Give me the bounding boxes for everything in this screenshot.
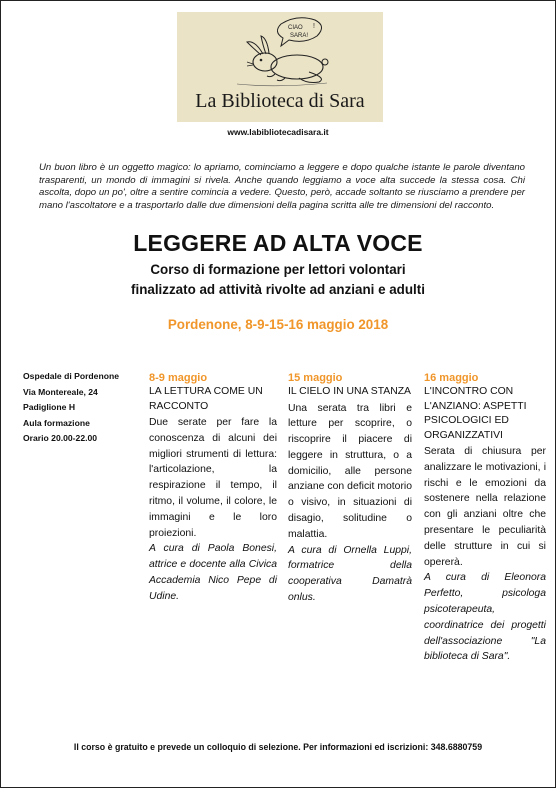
session-column-1 [149, 371, 277, 605]
intro-paragraph: Un buon libro è un oggetto magico: lo apriamo, cominciamo a leggere e dopo qualche istante le parole diventano trasparenti, un mondo di immagini si rivela. Anche quando leggiamo a voce alta succede la stessa cosa. Chi ascolta, dopo un po', oltre a sentire comincia a vedere. Questo, però, accade soltanto se riusciamo a prendere per mano l'ascoltatore e a trasportarlo dalle due dimensioni della pagina scritta alle tre dimensioni del racconto. [39, 162, 525, 211]
session-title: L'INCONTRO CON L'ANZIANO: ASPETTI PSICOLOGICI ED ORGANIZZATIVI [424, 386, 527, 441]
session-date: 16 maggio [424, 372, 479, 384]
venue-room: Aula formazione [23, 417, 90, 428]
session-description: Una serata tra libri e letture per scoprire, o riscoprire il piacere di leggere in struttura, o a domicilio, alle persone anziane con deficit motorio o visivo, in situazioni di disagio, solitudine o malattia. [288, 402, 412, 540]
rabbit-illustration-icon [177, 12, 383, 90]
subtitle-line-2: finalizzato ad attività rivolte ad anziani e adulti [131, 282, 425, 297]
venue-hours: Orario 20.00-22.00 [23, 433, 98, 443]
session-credit: A cura di Ornella Luppi, formatrice della cooperativa Damatrà onlus. [288, 544, 412, 604]
logo-name: La Biblioteca di Sara [195, 90, 365, 112]
session-column-2 [288, 371, 412, 606]
session-date: 15 maggio [288, 372, 343, 384]
venue-address: Via Montereale, 24 [23, 386, 98, 397]
session-column-3 [424, 371, 546, 665]
session-credit: A cura di Paola Bonesi, attrice e docente alla Civica Accademia Nico Pepe di Udine. [149, 543, 277, 602]
session-date: 8-9 maggio [149, 372, 208, 384]
footer-info: Il corso è gratuito e prevede un colloquio di selezione. Per informazioni ed iscrizioni: 348.6880759 [73, 742, 483, 752]
logo-speech-line2: SARA! [290, 33, 309, 39]
page-title: LEGGERE AD ALTA VOCE [133, 230, 423, 256]
subtitle-line-1: Corso di formazione per lettori volontari [150, 262, 406, 277]
venue-pavilion: Padiglione H [23, 402, 76, 412]
session-description: Due serate per fare la conoscenza di alcuni dei migliori strumenti di lettura: l'articolazione, la respirazione il tempo, il ritmo, il volume, il colore, le immagini e le loro proiezioni. [149, 417, 277, 539]
venue-hospital: Ospedale di Pordenone [23, 371, 119, 381]
session-credit: A cura di Eleonora Perfetto, psicologa psicoterapeuta, coordinatrice dei progetti dell'associazione "La biblioteca di Sara". [424, 572, 546, 663]
session-title: IL CIELO IN UNA STANZA [288, 386, 411, 397]
venue-info [23, 369, 143, 447]
session-title: LA LETTURA COME UN RACCONTO [149, 386, 263, 412]
logo [177, 12, 383, 122]
event-dates: Pordenone, 8-9-15-16 maggio 2018 [167, 317, 389, 332]
website-link[interactable]: www.labibliotecadisara.it [227, 127, 329, 137]
session-description: Serata di chiusura per analizzare le motivazioni, i rischi e le emozioni da sostenere nella relazione con gli anziani oltre che presentare le peculiarità delle strutture in cui si opererà. [424, 446, 546, 568]
svg-text:!: ! [313, 23, 315, 30]
logo-speech-line1: CIAO [288, 25, 303, 31]
